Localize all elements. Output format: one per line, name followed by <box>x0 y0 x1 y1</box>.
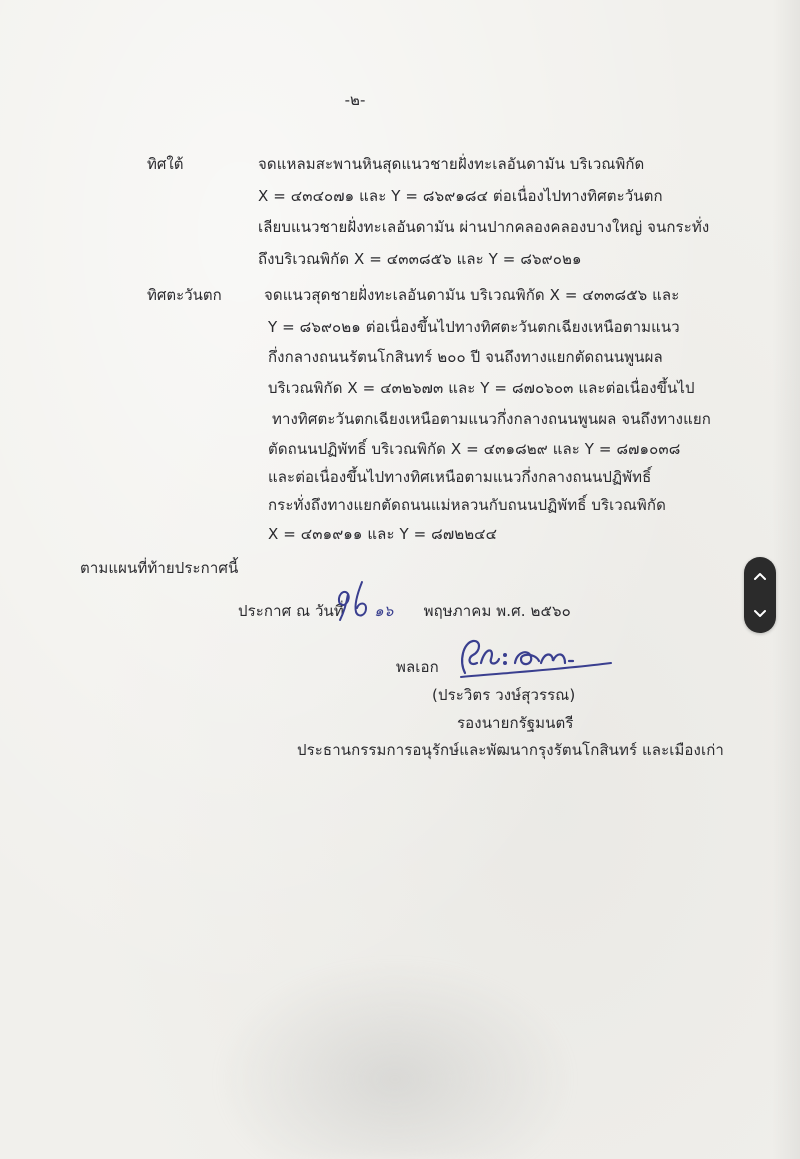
scan-smudge <box>215 960 575 1159</box>
page-edge-shadow <box>772 0 800 1159</box>
west-boundary-label: ทิศตะวันตก <box>147 286 222 304</box>
west-boundary-line: ตัดถนนปฏิพัทธิ์ บริเวณพิกัด X = ๔๓๑๘๒๙ และ Y = ๘๗๑๐๓๘ <box>268 440 681 458</box>
announcement-month-year: พฤษภาคม พ.ศ. ๒๕๖๐ <box>423 602 571 620</box>
south-boundary-line: ถึงบริเวณพิกัด X = ๔๓๓๘๕๖ และ Y = ๘๖๙๐๒๑ <box>258 250 582 268</box>
signatory-name: (ประวิตร วงษ์สุวรรณ) <box>432 686 576 704</box>
south-boundary-line: จดแหลมสะพานหินสุดแนวชายฝั่งทะเลอันดามัน บริเวณพิกัด <box>258 155 645 173</box>
south-boundary-label: ทิศใต้ <box>147 155 184 173</box>
west-boundary-line: กึ่งกลางถนนรัตนโกสินทร์ ๒๐๐ ปี จนถึงทางแยกตัดถนนพูนผล <box>268 348 663 366</box>
scroll-up-button[interactable] <box>744 557 776 595</box>
page-number: -๒- <box>344 91 366 109</box>
west-boundary-line: Y = ๘๖๙๐๒๑ ต่อเนื่องขึ้นไปทางทิศตะวันตกเฉียงเหนือตามแนว <box>268 318 680 336</box>
announcement-date-prefix: ประกาศ ณ วันที่ <box>238 602 344 620</box>
chevron-up-icon <box>753 571 767 581</box>
map-reference-note: ตามแผนที่ท้ายประกาศนี้ <box>80 559 239 577</box>
west-boundary-line: ทางทิศตะวันตกเฉียงเหนือตามแนวกึ่งกลางถนนพูนผล จนถึงทางแยก <box>272 410 711 428</box>
signatory-organization: ประธานกรรมการอนุรักษ์และพัฒนากรุงรัตนโกสินทร์ และเมืองเก่า <box>297 741 724 759</box>
south-boundary-line: X = ๔๓๔๐๗๑ และ Y = ๘๖๙๑๘๔ ต่อเนื่องไปทางทิศตะวันตก <box>258 187 663 205</box>
announcement-day: ๑๖ <box>374 602 394 620</box>
west-boundary-line: กระทั่งถึงทางแยกตัดถนนแม่หลวนกับถนนปฏิพัทธิ์ บริเวณพิกัด <box>268 496 666 514</box>
handwritten-day-mark <box>332 574 380 624</box>
signatory-rank: พลเอก <box>396 658 439 676</box>
chevron-down-icon <box>753 609 767 619</box>
west-boundary-line: บริเวณพิกัด X = ๔๓๒๖๗๓ และ Y = ๘๗๐๖๐๓ และต่อเนื่องขึ้นไป <box>268 379 695 397</box>
south-boundary-line: เลียบแนวชายฝั่งทะเลอันดามัน ผ่านปากคลองคลองบางใหญ่ จนกระทั่ง <box>258 218 710 236</box>
signatory-position: รองนายกรัฐมนตรี <box>457 714 574 732</box>
west-boundary-line: และต่อเนื่องขึ้นไปทางทิศเหนือตามแนวกึ่งกลางถนนปฏิพัทธิ์ <box>268 468 652 486</box>
announcement-date <box>238 599 571 623</box>
west-boundary-line: จดแนวสุดชายฝั่งทะเลอันดามัน บริเวณพิกัด X = ๔๓๓๘๕๖ และ <box>264 286 680 304</box>
west-boundary-line: X = ๔๓๑๙๑๑ และ Y = ๘๗๒๒๔๔ <box>268 525 498 543</box>
page-scroll-control <box>744 557 776 633</box>
signature <box>455 633 615 681</box>
scroll-down-button[interactable] <box>744 595 776 633</box>
